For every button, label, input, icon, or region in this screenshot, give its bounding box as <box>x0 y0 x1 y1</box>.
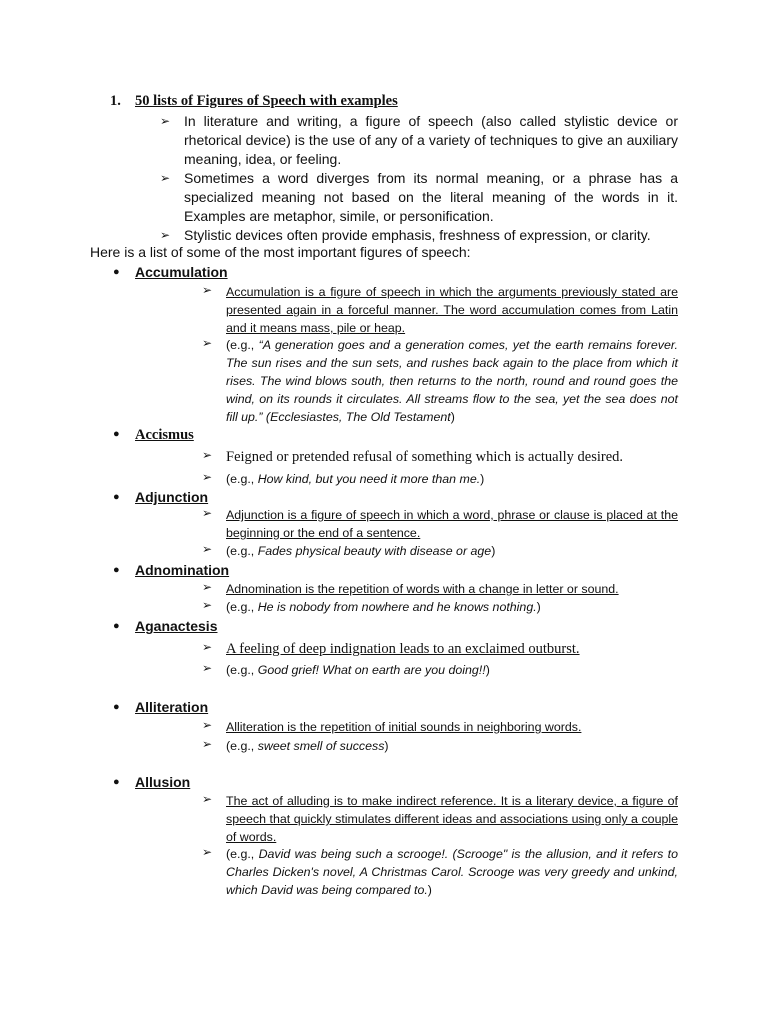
intro-text: Sometimes a word diverges from its normal meaning, or a phrase has a specialized meaning not based on the literal meaning of the words in it. Examples are metaphor, simile, or personification. <box>184 170 678 224</box>
example-prefix: (e.g., <box>226 847 259 861</box>
arrow-bullet-icon: ➢ <box>202 336 213 350</box>
bullet-icon: ● <box>113 428 120 440</box>
term-name: Allusion <box>135 774 191 790</box>
example-suffix: ) <box>384 739 389 753</box>
intro-item <box>160 226 678 245</box>
example-item <box>202 661 678 679</box>
example-text <box>202 542 678 560</box>
arrow-bullet-icon: ➢ <box>202 542 213 556</box>
term-alliteration <box>113 699 208 715</box>
arrow-bullet-icon: ➢ <box>202 580 213 594</box>
intro-text: In literature and writing, a figure of speech (also called stylistic device or rhetorical device) is the use of any of a variety of techniques to give an auxiliary meaning, idea, or feeling. <box>184 113 678 167</box>
definition-text: Adjunction is a figure of speech in which a word, phrase or clause is placed at the beginning or the end of a sentence. <box>226 508 678 540</box>
term-aganactesis <box>113 618 217 634</box>
section-heading <box>110 93 398 110</box>
example-suffix: ) <box>491 544 496 558</box>
example-item <box>202 470 678 488</box>
example-item <box>202 598 678 616</box>
example-suffix: ) <box>480 472 485 486</box>
term-accumulation <box>113 264 228 280</box>
example-text <box>202 845 678 899</box>
definition-item <box>202 283 678 337</box>
arrow-bullet-icon: ➢ <box>202 598 213 612</box>
example-suffix: ) <box>427 883 432 897</box>
arrow-bullet-icon: ➢ <box>202 792 213 806</box>
definition-item <box>202 640 678 658</box>
example-quote: David was being such a scrooge!. (Scrooge" is the allusion, and it refers to Charles Dicken's novel, A Christmas Carol. Scrooge was very greedy and unkind, which David was being compared to. <box>226 847 678 897</box>
example-item <box>202 336 678 426</box>
example-quote: “A generation goes and a generation comes, yet the earth remains forever. The sun rises and the sun sets, and rushes back again to the place from which it rises. The wind blows south, then returns to the north, round and round goes the wind, on its rounds it circulates. All streams flow to the sea, yet the sea does not fill up.” (Ecclesiastes, The Old Testament <box>226 338 678 424</box>
arrow-bullet-icon: ➢ <box>202 737 213 751</box>
example-prefix: (e.g., <box>226 663 258 677</box>
example-text <box>202 598 678 616</box>
example-suffix: ) <box>450 410 455 424</box>
arrow-bullet-icon: ➢ <box>202 640 213 654</box>
intro-list <box>160 112 678 245</box>
bullet-icon: ● <box>113 491 120 503</box>
definition-item <box>202 580 678 598</box>
example-text <box>202 737 678 755</box>
bullet-icon: ● <box>113 776 120 788</box>
term-accismus <box>113 427 194 444</box>
term-name: Aganactesis <box>135 618 218 634</box>
example-item <box>202 845 678 899</box>
example-quote: He is nobody from nowhere and he knows nothing. <box>257 600 537 614</box>
bullet-icon: ● <box>113 266 120 278</box>
term-name: Adjunction <box>135 489 209 505</box>
arrow-bullet-icon: ➢ <box>202 506 213 520</box>
example-text <box>202 661 678 679</box>
term-name: Alliteration <box>135 699 209 715</box>
example-suffix: ) <box>536 600 541 614</box>
example-item <box>202 737 678 755</box>
example-prefix: (e.g., <box>226 338 259 352</box>
intro-item <box>160 112 678 169</box>
bullet-icon: ● <box>113 564 120 576</box>
term-name: Accumulation <box>135 264 228 280</box>
example-suffix: ) <box>485 663 490 677</box>
arrow-bullet-icon: ➢ <box>160 171 171 185</box>
example-text <box>202 470 678 488</box>
arrow-bullet-icon: ➢ <box>202 718 213 732</box>
term-adjunction <box>113 489 208 505</box>
intro-item <box>160 169 678 226</box>
arrow-bullet-icon: ➢ <box>202 661 213 675</box>
arrow-bullet-icon: ➢ <box>202 448 213 462</box>
definition-text: Alliteration is the repetition of initial sounds in neighboring words. <box>226 720 582 734</box>
example-quote: sweet smell of success <box>257 739 385 753</box>
section-title: 50 lists of Figures of Speech with examples <box>135 93 398 109</box>
definition-text: Feigned or pretended refusal of something which is actually desired. <box>226 449 624 465</box>
list-lead-text: Here is a list of some of the most important figures of speech: <box>90 244 471 260</box>
term-name: Adnomination <box>135 562 230 578</box>
definition-text: Adnomination is the repetition of words with a change in letter or sound. <box>226 582 619 596</box>
arrow-bullet-icon: ➢ <box>160 228 171 242</box>
example-quote: How kind, but you need it more than me. <box>257 472 481 486</box>
arrow-bullet-icon: ➢ <box>202 845 213 859</box>
example-prefix: (e.g., <box>226 544 258 558</box>
example-item <box>202 542 678 560</box>
definition-text: A feeling of deep indignation leads to an exclaimed outburst. <box>226 641 580 657</box>
intro-text: Stylistic devices often provide emphasis, freshness of expression, or clarity. <box>184 227 651 243</box>
definition-text: The act of alluding is to make indirect reference. It is a literary device, a figure of speech that quickly stimulates different ideas and associations using only a couple of words. <box>226 794 678 844</box>
example-prefix: (e.g., <box>226 739 258 753</box>
definition-item <box>202 792 678 846</box>
arrow-bullet-icon: ➢ <box>160 114 171 128</box>
term-name: Accismus <box>135 427 194 443</box>
definition-item <box>202 448 678 466</box>
example-quote: Fades physical beauty with disease or age <box>257 544 492 558</box>
example-prefix: (e.g., <box>226 600 258 614</box>
arrow-bullet-icon: ➢ <box>202 283 213 297</box>
definition-text: Accumulation is a figure of speech in which the arguments previously stated are presented again in a forceful manner. The word accumulation comes from Latin and it means mass, pile or heap. <box>226 285 678 335</box>
example-text <box>202 336 678 426</box>
example-quote: Good grief! What on earth are you doing!! <box>257 663 486 677</box>
section-number: 1. <box>110 93 121 109</box>
term-allusion <box>113 774 190 790</box>
definition-item <box>202 718 678 736</box>
bullet-icon: ● <box>113 701 120 713</box>
bullet-icon: ● <box>113 620 120 632</box>
term-adnomination <box>113 562 229 578</box>
arrow-bullet-icon: ➢ <box>202 470 213 484</box>
example-prefix: (e.g., <box>226 472 258 486</box>
definition-item <box>202 506 678 542</box>
